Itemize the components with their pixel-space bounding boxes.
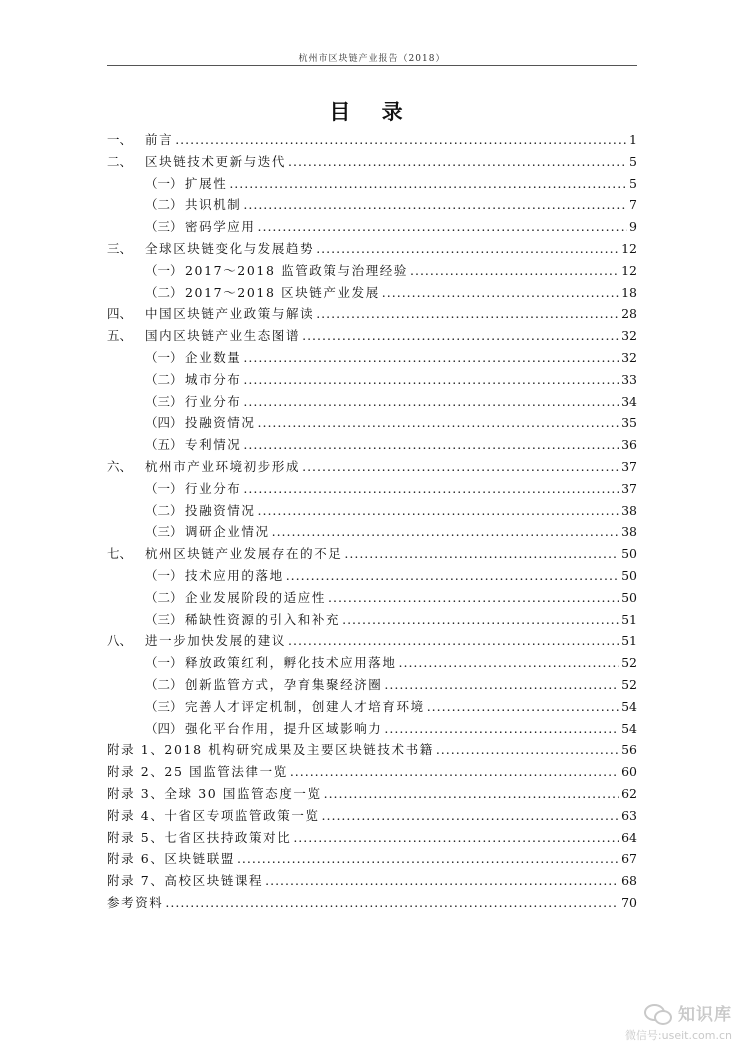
toc-entry-label: 2017～2018 区块链产业发展 [185,284,380,300]
toc-entry-label: 城市分布 [185,371,242,387]
toc-entry-page: 34 [621,393,637,409]
toc-entry-label: 附录 7、高校区块链课程 [107,873,264,889]
toc-entry-label: 行业分布 [185,480,242,496]
toc-entry-label: 前言 [145,132,174,147]
toc-entry-number: 六、 [107,458,133,474]
toc-dot-leader [243,372,619,387]
toc-entry-label: 调研企业情况 [185,524,270,540]
toc-dot-leader [288,633,619,648]
toc-dot-leader [243,350,619,365]
toc-entry-page: 5 [629,153,637,169]
toc-entry[interactable] [107,849,637,871]
toc-entry-number: 一、 [107,132,133,147]
toc-entry[interactable] [107,675,637,697]
toc-entry-number: （四） [145,415,183,431]
toc-entry[interactable] [107,152,637,174]
toc-entry-number: （三） [145,611,183,627]
toc-entry-number: （二） [145,589,183,605]
toc-entry-label: 区块链技术更新与迭代 [145,153,287,169]
toc-entry[interactable] [107,522,637,544]
toc-entry-label: 附录 6、区块链联盟 [107,851,235,867]
toc-entry-number: （五） [145,437,183,453]
toc-entry-page: 56 [621,742,637,758]
toc-entry-number: （一） [145,655,183,671]
toc-entry[interactable] [107,719,637,741]
toc-dot-leader [272,524,619,539]
toc-entry[interactable] [107,195,637,217]
toc-entry[interactable] [107,784,637,806]
toc-entry[interactable] [107,457,637,479]
page-title: 目 录 [329,100,415,124]
toc-entry-page: 60 [621,764,637,780]
toc-entry-label: 技术应用的落地 [185,567,284,583]
toc-entry[interactable] [107,261,637,283]
toc-entry-label: 行业分布 [185,393,242,409]
toc-entry-label: 强化平台作用，提升区域影响力 [185,720,383,736]
toc-entry-number: 七、 [107,546,133,562]
toc-entry[interactable] [107,130,637,152]
toc-dot-leader [258,415,620,430]
toc-entry-number: （二） [145,284,183,300]
toc-entry-number: （二） [145,197,183,213]
toc-dot-leader [328,590,619,605]
toc-dot-leader [344,546,619,561]
toc-entry-number: 五、 [107,328,133,344]
toc-dot-leader [286,568,619,583]
toc-entry-page: 67 [621,851,637,867]
toc-entry[interactable] [107,631,637,653]
toc-entry[interactable] [107,217,637,239]
toc-entry-label: 创新监管方式，孕育集聚经济圈 [185,676,383,692]
toc-entry-page: 33 [621,371,637,387]
toc-entry-page: 62 [621,785,637,801]
header-rule [107,65,637,66]
toc-dot-leader [243,394,619,409]
toc-entry-number: （一） [145,567,183,583]
toc-entry[interactable] [107,588,637,610]
toc-entry-number: 八、 [107,633,133,649]
toc-entry[interactable] [107,762,637,784]
toc-entry-page: 51 [621,611,637,627]
toc-entry-page: 70 [621,894,637,910]
toc-entry-number: （三） [145,524,183,540]
toc-entry-page: 50 [621,546,637,562]
toc-entry-page: 28 [621,306,637,322]
toc-entry-label: 中国区块链产业政策与解读 [145,306,315,322]
toc-entry[interactable] [107,544,637,566]
toc-entry[interactable] [107,828,637,850]
wechat-icon [644,1002,672,1024]
toc-dot-leader [229,176,627,191]
toc-dot-leader [243,437,619,452]
toc-entry-label: 完善人才评定机制，创建人才培育环境 [185,698,425,714]
toc-entry-label: 扩展性 [185,175,228,191]
running-header: 杭州市区块链产业报告（2018） [298,54,446,64]
toc-entry[interactable] [107,566,637,588]
toc-entry-page: 38 [621,524,637,540]
toc-entry-page: 7 [629,197,637,213]
toc-dot-leader [265,873,619,888]
toc-dot-leader [258,503,620,518]
toc-entry-page: 36 [621,437,637,453]
toc-entry-number: （二） [145,371,183,387]
toc-entry-page: 32 [621,349,637,365]
toc-entry-label: 投融资情况 [185,415,256,431]
toc-entry-number: 二、 [107,153,133,169]
toc-entry-page: 9 [629,219,637,235]
toc-entry-label: 附录 4、十省区专项监管政策一览 [107,807,320,823]
toc-entry[interactable] [107,326,637,348]
toc-dot-leader [436,742,619,757]
toc-entry-page: 63 [621,807,637,823]
toc-entry-page: 32 [621,328,637,344]
toc-entry-page: 50 [621,589,637,605]
toc-entry-page: 38 [621,502,637,518]
toc-entry-number: （一） [145,262,183,278]
toc-entry-number: （三） [145,219,183,235]
table-of-contents [107,130,637,915]
toc-entry-label: 附录 2、25 国监管法律一览 [107,764,288,780]
toc-dot-leader [324,786,620,801]
toc-entry-page: 52 [621,676,637,692]
toc-dot-leader [290,764,619,779]
toc-entry-label: 参考资料 [107,894,164,910]
toc-entry[interactable] [107,893,637,915]
toc-entry-page: 12 [621,240,637,256]
toc-entry[interactable] [107,806,637,828]
toc-entry-page: 35 [621,415,637,431]
watermark [625,1000,732,1043]
toc-entry-page: 18 [621,284,637,300]
toc-dot-leader [384,677,619,692]
toc-entry-label: 企业发展阶段的适应性 [185,589,327,605]
toc-entry-page: 5 [629,175,637,191]
toc-entry-page: 52 [621,655,637,671]
toc-dot-leader [302,459,619,474]
toc-entry-page: 51 [621,633,637,649]
toc-entry[interactable] [107,501,637,523]
toc-entry-number: （一） [145,349,183,365]
toc-entry-number: （三） [145,393,183,409]
toc-entry-label: 释放政策红利，孵化技术应用落地 [185,655,397,671]
toc-entry-label: 进一步加快发展的建议 [145,633,287,649]
toc-entry-number: （一） [145,480,183,496]
toc-dot-leader [384,721,619,736]
toc-entry[interactable] [107,283,637,305]
toc-dot-leader [237,851,619,866]
toc-entry-label: 2017～2018 监管政策与治理经验 [185,262,408,278]
toc-entry[interactable] [107,348,637,370]
toc-entry-page: 64 [621,829,637,845]
toc-dot-leader [322,808,620,823]
toc-dot-leader [165,895,619,910]
toc-entry-number: 三、 [107,240,133,256]
toc-entry[interactable] [107,239,637,261]
toc-dot-leader [342,612,619,627]
toc-dot-leader [427,699,619,714]
toc-dot-leader [316,306,619,321]
toc-entry-label: 附录 3、全球 30 国监管态度一览 [107,785,322,801]
toc-entry-label: 专利情况 [185,437,242,453]
toc-entry[interactable] [107,413,637,435]
toc-entry-label: 杭州区块链产业发展存在的不足 [145,546,343,562]
toc-dot-leader [399,655,620,670]
toc-dot-leader [175,132,627,147]
toc-entry-label: 附录 1、2018 机构研究成果及主要区块链技术书籍 [107,742,434,758]
toc-entry[interactable] [107,174,637,196]
toc-entry-page: 68 [621,873,637,889]
toc-entry[interactable] [107,304,637,326]
toc-entry-label: 杭州市产业环境初步形成 [145,458,301,474]
toc-entry-page: 50 [621,567,637,583]
toc-entry-page: 54 [621,720,637,736]
toc-entry-number: （二） [145,676,183,692]
watermark-account: 微信号:useit.com.cn [624,1029,732,1042]
toc-entry-label: 投融资情况 [185,502,256,518]
toc-entry-number: （三） [145,698,183,714]
toc-entry[interactable] [107,740,637,762]
toc-entry-label: 国内区块链产业生态图谱 [145,328,301,344]
toc-entry[interactable] [107,653,637,675]
toc-entry[interactable] [107,370,637,392]
toc-entry-page: 37 [621,480,637,496]
toc-dot-leader [258,219,628,234]
toc-entry[interactable] [107,871,637,893]
toc-entry[interactable] [107,435,637,457]
toc-entry[interactable] [107,610,637,632]
toc-dot-leader [293,830,619,845]
toc-entry-page: 12 [621,262,637,278]
toc-entry[interactable] [107,479,637,501]
toc-entry-page: 37 [621,458,637,474]
toc-dot-leader [316,241,619,256]
toc-entry-page: 54 [621,698,637,714]
toc-entry[interactable] [107,697,637,719]
toc-entry-label: 稀缺性资源的引入和补充 [185,611,341,627]
toc-entry-number: （四） [145,720,183,736]
toc-dot-leader [302,328,619,343]
toc-entry-label: 共识机制 [185,197,242,213]
toc-entry-label: 附录 5、七省区扶持政策对比 [107,829,292,845]
toc-dot-leader [243,197,627,212]
toc-dot-leader [288,154,627,169]
toc-entry[interactable] [107,392,637,414]
toc-entry-label: 密码学应用 [185,219,256,235]
toc-dot-leader [382,285,619,300]
toc-entry-number: （一） [145,175,183,191]
toc-entry-label: 企业数量 [185,349,242,365]
toc-entry-number: 四、 [107,306,133,322]
toc-entry-label: 全球区块链变化与发展趋势 [145,240,315,256]
toc-dot-leader [410,263,619,278]
watermark-name: 知识库 [678,1005,732,1025]
toc-dot-leader [243,481,619,496]
toc-entry-number: （二） [145,502,183,518]
toc-entry-page: 1 [629,132,637,147]
